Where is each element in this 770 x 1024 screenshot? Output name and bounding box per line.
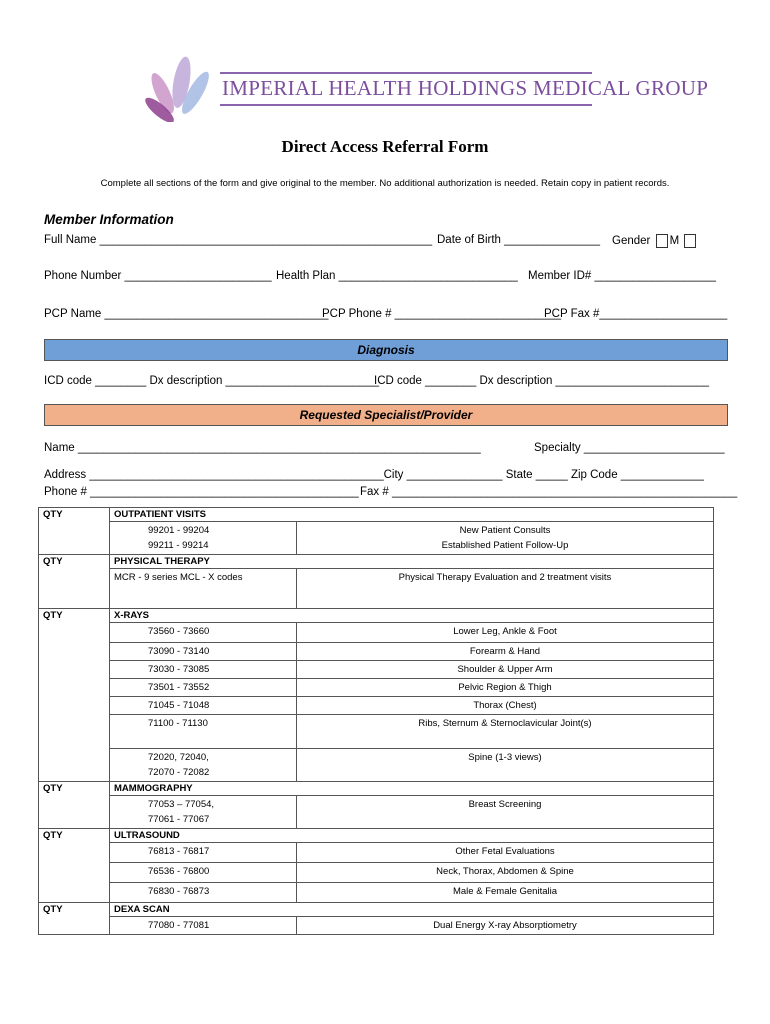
member-information-heading: Member Information xyxy=(44,212,174,227)
table-row xyxy=(39,749,714,782)
phone-number-field[interactable]: Phone Number _______________________ xyxy=(44,270,272,282)
address-field[interactable]: Address ______________________________________________City _______________ State _____ Zip Code _____________ xyxy=(44,469,704,481)
pcp-name-field[interactable]: PCP Name ___________________________________ xyxy=(44,308,329,320)
table-row xyxy=(39,679,714,697)
procedure-description: Thorax (Chest) xyxy=(297,697,714,715)
gender-m-label: M xyxy=(669,235,680,248)
diagnosis-line-1[interactable]: ICD code ________ Dx description ________________________ xyxy=(44,375,380,387)
pcp-fax-field[interactable]: PCP Fax #____________________ xyxy=(544,308,728,320)
table-row xyxy=(39,863,714,883)
procedure-description: Shoulder & Upper Arm xyxy=(297,661,714,679)
pcp-phone-field[interactable]: PCP Phone # __________________________ xyxy=(322,308,561,320)
procedure-description: Spine (1-3 views) xyxy=(297,749,714,782)
procedure-codes: 73560 - 73660 xyxy=(110,623,297,643)
procedure-codes: MCR - 9 series MCL - X codes xyxy=(110,569,297,609)
section-title: X-RAYS xyxy=(110,609,714,623)
gender-f-checkbox[interactable] xyxy=(684,234,696,248)
procedure-description: Dual Energy X-ray Absorptiometry xyxy=(297,917,714,935)
section-title: OUTPATIENT VISITS xyxy=(110,508,714,522)
table-row xyxy=(39,623,714,643)
specialist-fax-field[interactable]: Fax # ______________________________________________________ xyxy=(360,486,738,498)
table-row xyxy=(39,522,714,555)
qty-cell[interactable]: QTY xyxy=(39,555,110,609)
gender-field xyxy=(612,234,698,248)
procedure-codes: 71045 - 71048 xyxy=(110,697,297,715)
procedure-codes-table xyxy=(38,507,714,935)
procedure-codes: 76830 - 76873 xyxy=(110,883,297,903)
gender-label: Gender xyxy=(612,235,651,248)
table-row xyxy=(39,843,714,863)
table-section-header xyxy=(39,782,714,796)
procedure-codes: 99201 - 99204 99211 - 99214 xyxy=(110,522,297,555)
procedure-description: Male & Female Genitalia xyxy=(297,883,714,903)
section-title: ULTRASOUND xyxy=(110,829,714,843)
procedure-description: Ribs, Sternum & Sternoclavicular Joint(s) xyxy=(297,715,714,749)
diagnosis-heading: Diagnosis xyxy=(44,339,728,361)
procedure-codes: 73030 - 73085 xyxy=(110,661,297,679)
qty-cell[interactable]: QTY xyxy=(39,609,110,782)
table-section-header xyxy=(39,903,714,917)
health-plan-field[interactable]: Health Plan ____________________________ xyxy=(276,270,518,282)
full-name-field[interactable]: Full Name ____________________________________________________ xyxy=(44,234,433,246)
table-row xyxy=(39,883,714,903)
procedure-codes: 77053 – 77054, 77061 - 77067 xyxy=(110,796,297,829)
procedure-description: New Patient Consults Established Patient Follow-Up xyxy=(297,522,714,555)
procedure-description: Pelvic Region & Thigh xyxy=(297,679,714,697)
logo-wordmark: IMPERIAL HEALTH HOLDINGS MEDICAL GROUP xyxy=(222,76,709,100)
member-id-field[interactable]: Member ID# ___________________ xyxy=(528,270,716,282)
section-title: PHYSICAL THERAPY xyxy=(110,555,714,569)
table-row xyxy=(39,796,714,829)
qty-cell[interactable]: QTY xyxy=(39,508,110,555)
specialist-phone-field[interactable]: Phone # __________________________________________ xyxy=(44,486,359,498)
table-row xyxy=(39,643,714,661)
table-row xyxy=(39,661,714,679)
diagnosis-line-2[interactable]: ICD code ________ Dx description ________________________ xyxy=(374,375,710,387)
qty-cell[interactable]: QTY xyxy=(39,829,110,903)
table-row xyxy=(39,697,714,715)
procedure-codes: 73501 - 73552 xyxy=(110,679,297,697)
qty-cell[interactable]: QTY xyxy=(39,903,110,935)
procedure-description: Other Fetal Evaluations xyxy=(297,843,714,863)
procedure-codes: 76536 - 76800 xyxy=(110,863,297,883)
procedure-description: Lower Leg, Ankle & Foot xyxy=(297,623,714,643)
section-title: MAMMOGRAPHY xyxy=(110,782,714,796)
company-logo xyxy=(138,52,709,122)
table-section-header xyxy=(39,508,714,522)
table-section-header xyxy=(39,829,714,843)
form-title: Direct Access Referral Form xyxy=(281,137,489,156)
date-of-birth-field[interactable]: Date of Birth _______________ xyxy=(437,234,601,246)
table-row xyxy=(39,715,714,749)
specialist-name-field[interactable]: Name _______________________________________________________________ xyxy=(44,442,481,454)
form-instructions: Complete all sections of the form and give original to the member. No additional authorization is needed. Retain copy in patient records. xyxy=(100,178,670,189)
procedure-description: Forearm & Hand xyxy=(297,643,714,661)
table-row xyxy=(39,569,714,609)
procedure-description: Neck, Thorax, Abdomen & Spine xyxy=(297,863,714,883)
procedure-codes: 71100 - 71130 xyxy=(110,715,297,749)
table-row xyxy=(39,917,714,935)
specialty-field[interactable]: Specialty ______________________ xyxy=(534,442,725,454)
procedure-codes: 77080 - 77081 xyxy=(110,917,297,935)
procedure-description: Physical Therapy Evaluation and 2 treatment visits xyxy=(297,569,714,609)
procedure-codes: 73090 - 73140 xyxy=(110,643,297,661)
petal-logo-icon xyxy=(138,52,218,122)
table-section-header xyxy=(39,609,714,623)
gender-m-checkbox[interactable] xyxy=(656,234,668,248)
requested-specialist-heading: Requested Specialist/Provider xyxy=(44,404,728,426)
procedure-codes: 72020, 72040, 72070 - 72082 xyxy=(110,749,297,782)
table-section-header xyxy=(39,555,714,569)
procedure-codes: 76813 - 76817 xyxy=(110,843,297,863)
procedure-description: Breast Screening xyxy=(297,796,714,829)
qty-cell[interactable]: QTY xyxy=(39,782,110,829)
section-title: DEXA SCAN xyxy=(110,903,714,917)
